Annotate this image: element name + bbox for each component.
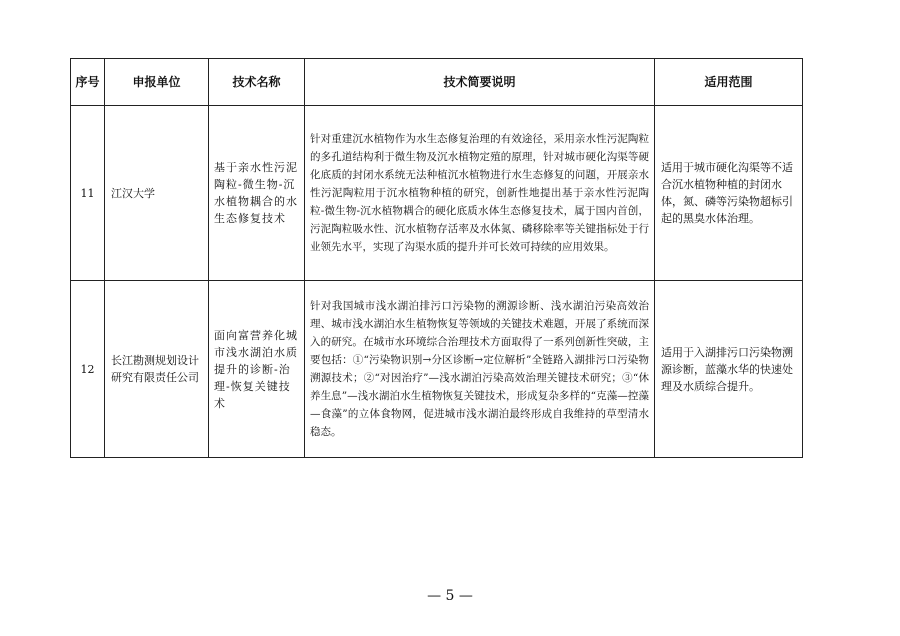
header-desc: 技术简要说明 xyxy=(305,59,655,106)
row-unit: 长江勘测规划设计研究有限责任公司 xyxy=(105,281,209,458)
row-number: 11 xyxy=(71,106,105,281)
table-header-row xyxy=(71,59,803,106)
table-row xyxy=(71,106,803,281)
row-description: 针对我国城市浅水湖泊排污口污染物的溯源诊断、浅水湖泊污染高效治理、城市浅水湖泊水生植物恢复等领域的关键技术难题，开展了系统而深入的研究。在城市水环境综合治理技术方面取得了一系列创新性突破，主要包括：①“污染物识别→分区诊断→定位解析”全链路入湖排污口污染物溯源技术；②“对因治疗”—浅水湖泊污染高效治理关键技术研究；③“休养生息”—浅水湖泊水生植物恢复关键技术，形成复杂多样的“克藻—控藻—食藻”的立体食物网，促进城市浅水湖泊最终形成自我维持的草型清水稳态。 xyxy=(305,281,655,458)
header-unit: 申报单位 xyxy=(105,59,209,106)
header-num: 序号 xyxy=(71,59,105,106)
row-description: 针对重建沉水植物作为水生态修复治理的有效途径，采用亲水性污泥陶粒的多孔道结构利于微生物及沉水植物定殖的原理，针对城市硬化沟渠等硬化底质的封闭水系统无法种植沉水植物进行水生态修复的问题，开展亲水性污泥陶粒用于沉水植物种植的研究，创新性地提出基于亲水性污泥陶粒-微生物-沉水植物耦合的硬化底质水体生态修复技术，属于国内首创，污泥陶粒吸水性、沉水植物存活率及水体氮、磷移除率等关键指标处于行业领先水平，实现了沟渠水质的提升并可长效可持续的应用效果。 xyxy=(305,106,655,281)
header-scope: 适用范围 xyxy=(655,59,803,106)
row-unit: 江汉大学 xyxy=(105,106,209,281)
row-tech-name: 基于亲水性污泥陶粒-微生物-沉水植物耦合的水生态修复技术 xyxy=(209,106,305,281)
row-number: 12 xyxy=(71,281,105,458)
row-scope: 适用于入湖排污口污染物溯源诊断，蓝藻水华的快速处理及水质综合提升。 xyxy=(655,281,803,458)
row-tech-name: 面向富营养化城市浅水湖泊水质提升的诊断-治理-恢复关键技术 xyxy=(209,281,305,458)
header-name: 技术名称 xyxy=(209,59,305,106)
table-row xyxy=(71,281,803,458)
row-scope: 适用于城市硬化沟渠等不适合沉水植物种植的封闭水体，氮、磷等污染物超标引起的黑臭水体治理。 xyxy=(655,106,803,281)
page-number: — 5 — xyxy=(427,588,473,604)
technology-table xyxy=(70,58,803,458)
